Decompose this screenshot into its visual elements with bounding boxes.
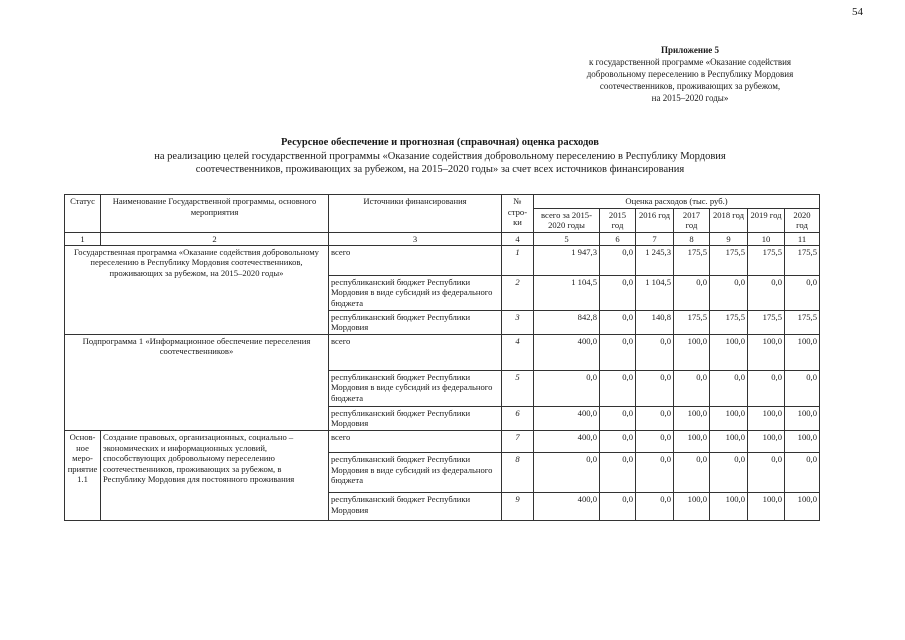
column-number: 10: [748, 232, 785, 245]
header-estimate: Оценка расходов (тыс. руб.): [534, 195, 820, 209]
year-value-cell: 100,0: [785, 430, 820, 452]
column-number: 6: [600, 232, 636, 245]
year-value-cell: 0,0: [636, 370, 674, 406]
year-value-cell: 0,0: [674, 452, 710, 492]
total-value-cell: 400,0: [534, 430, 600, 452]
year-value-cell: 175,5: [710, 310, 748, 334]
header-total: всего за 2015-2020 годы: [534, 208, 600, 232]
funding-source-cell: республиканский бюджет Республики Мордовия: [329, 406, 502, 430]
year-value-cell: 0,0: [636, 406, 674, 430]
column-number: 8: [674, 232, 710, 245]
header-year-2015: 2015 год: [600, 208, 636, 232]
table-row: [65, 334, 820, 370]
column-number: 2: [101, 232, 329, 245]
year-value-cell: 175,5: [674, 310, 710, 334]
column-number: 9: [710, 232, 748, 245]
year-value-cell: 100,0: [785, 406, 820, 430]
column-number: 11: [785, 232, 820, 245]
row-number-cell: 8: [502, 452, 534, 492]
column-number: 4: [502, 232, 534, 245]
program-name-cell: Государственная программа «Оказание содействия добровольному переселению в Республику Мордовия соотечественников, проживающих за рубежом, на 2015–2020 годы»: [65, 245, 329, 334]
year-value-cell: 0,0: [636, 334, 674, 370]
total-value-cell: 400,0: [534, 334, 600, 370]
year-value-cell: 175,5: [785, 310, 820, 334]
year-value-cell: 175,5: [674, 245, 710, 275]
year-value-cell: 100,0: [710, 334, 748, 370]
year-value-cell: 0,0: [710, 275, 748, 310]
funding-source-cell: республиканский бюджет Республики Мордовия в виде субсидий из федерального бюджета: [329, 370, 502, 406]
year-value-cell: 0,0: [600, 492, 636, 520]
year-value-cell: 100,0: [748, 334, 785, 370]
page-number: 54: [852, 6, 863, 18]
year-value-cell: 0,0: [636, 430, 674, 452]
year-value-cell: 100,0: [748, 492, 785, 520]
total-value-cell: 1 947,3: [534, 245, 600, 275]
total-value-cell: 0,0: [534, 452, 600, 492]
table-body: [65, 245, 820, 520]
year-value-cell: 100,0: [674, 406, 710, 430]
year-value-cell: 0,0: [600, 406, 636, 430]
year-value-cell: 0,0: [600, 275, 636, 310]
total-value-cell: 842,8: [534, 310, 600, 334]
row-number-cell: 1: [502, 245, 534, 275]
year-value-cell: 0,0: [600, 430, 636, 452]
header-year-2020: 2020 год: [785, 208, 820, 232]
year-value-cell: 0,0: [636, 452, 674, 492]
status-cell: Основ-ное меро-приятие 1.1: [65, 430, 101, 520]
year-value-cell: 0,0: [785, 275, 820, 310]
header-year-2016: 2016 год: [636, 208, 674, 232]
row-number-cell: 7: [502, 430, 534, 452]
appendix-block: [540, 44, 840, 104]
document-title: Ресурсное обеспечение и прогнозная (справочная) оценка расходов: [281, 137, 599, 148]
column-number: 3: [329, 232, 502, 245]
year-value-cell: 100,0: [785, 492, 820, 520]
header-status: Статус: [65, 195, 101, 233]
appendix-line: добровольному переселению в Республику Мордовия: [586, 69, 794, 79]
year-value-cell: 0,0: [785, 370, 820, 406]
year-value-cell: 0,0: [748, 370, 785, 406]
year-value-cell: 1 104,5: [636, 275, 674, 310]
header-row-number: № стро-ки: [502, 195, 534, 233]
column-number: 5: [534, 232, 600, 245]
year-value-cell: 100,0: [785, 334, 820, 370]
row-number-cell: 6: [502, 406, 534, 430]
program-name-cell: Создание правовых, организационных, социально – экономических и информационных условий, способствующих добровольному переселению соотечественников, проживающих за рубежом, в Республику Мордовия для постоянного проживания: [101, 430, 329, 520]
header-year-2018: 2018 год: [710, 208, 748, 232]
year-value-cell: 0,0: [748, 275, 785, 310]
column-number: 7: [636, 232, 674, 245]
year-value-cell: 0,0: [600, 452, 636, 492]
funding-source-cell: всего: [329, 245, 502, 275]
year-value-cell: 175,5: [748, 245, 785, 275]
header-name: Наименование Государственной программы, основного мероприятия: [101, 195, 329, 233]
year-value-cell: 0,0: [710, 370, 748, 406]
funding-source-cell: всего: [329, 334, 502, 370]
document-subtitle: соотечественников, проживающих за рубежом, на 2015–2020 годы» за счет всех источников финансирования: [195, 164, 685, 175]
year-value-cell: 0,0: [674, 275, 710, 310]
funding-source-cell: республиканский бюджет Республики Мордовия: [329, 492, 502, 520]
row-number-cell: 3: [502, 310, 534, 334]
year-value-cell: 100,0: [710, 406, 748, 430]
row-number-cell: 4: [502, 334, 534, 370]
year-value-cell: 0,0: [600, 334, 636, 370]
header-year-2017: 2017 год: [674, 208, 710, 232]
table-row: [65, 245, 820, 275]
year-value-cell: 0,0: [748, 452, 785, 492]
column-number: 1: [65, 232, 101, 245]
year-value-cell: 175,5: [710, 245, 748, 275]
header-year-2019: 2019 год: [748, 208, 785, 232]
funding-source-cell: республиканский бюджет Республики Мордовия в виде субсидий из федерального бюджета: [329, 275, 502, 310]
budget-table: [64, 194, 820, 521]
funding-source-cell: всего: [329, 430, 502, 452]
program-name-cell: Подпрограмма 1 «Информационное обеспечение переселения соотечественников»: [65, 334, 329, 430]
year-value-cell: 175,5: [785, 245, 820, 275]
year-value-cell: 140,8: [636, 310, 674, 334]
column-number-row: [65, 232, 820, 245]
year-value-cell: 100,0: [674, 430, 710, 452]
year-value-cell: 0,0: [600, 310, 636, 334]
year-value-cell: 0,0: [710, 452, 748, 492]
year-value-cell: 100,0: [674, 492, 710, 520]
year-value-cell: 100,0: [710, 430, 748, 452]
document-heading: [90, 136, 790, 177]
appendix-line: соотечественников, проживающих за рубежом,: [599, 81, 781, 91]
year-value-cell: 100,0: [748, 406, 785, 430]
total-value-cell: 1 104,5: [534, 275, 600, 310]
document-subtitle: на реализацию целей государственной программы «Оказание содействия добровольному переселению в Республику Мордовия: [154, 150, 726, 162]
total-value-cell: 400,0: [534, 406, 600, 430]
header-row: [65, 195, 820, 209]
funding-source-cell: республиканский бюджет Республики Мордовия: [329, 310, 502, 334]
year-value-cell: 0,0: [600, 370, 636, 406]
year-value-cell: 100,0: [748, 430, 785, 452]
total-value-cell: 0,0: [534, 370, 600, 406]
header-source: Источники финансирования: [329, 195, 502, 233]
row-number-cell: 2: [502, 275, 534, 310]
appendix-line: к государственной программе «Оказание содействия: [588, 57, 792, 67]
year-value-cell: 175,5: [748, 310, 785, 334]
year-value-cell: 0,0: [785, 452, 820, 492]
year-value-cell: 0,0: [674, 370, 710, 406]
year-value-cell: 100,0: [674, 334, 710, 370]
appendix-line: на 2015–2020 годы»: [651, 93, 729, 103]
year-value-cell: 1 245,3: [636, 245, 674, 275]
year-value-cell: 100,0: [710, 492, 748, 520]
year-value-cell: 0,0: [636, 492, 674, 520]
row-number-cell: 9: [502, 492, 534, 520]
table-row: [65, 430, 820, 452]
total-value-cell: 400,0: [534, 492, 600, 520]
appendix-title: Приложение 5: [660, 45, 720, 55]
row-number-cell: 5: [502, 370, 534, 406]
year-value-cell: 0,0: [600, 245, 636, 275]
funding-source-cell: республиканский бюджет Республики Мордовия в виде субсидий из федерального бюджета: [329, 452, 502, 492]
